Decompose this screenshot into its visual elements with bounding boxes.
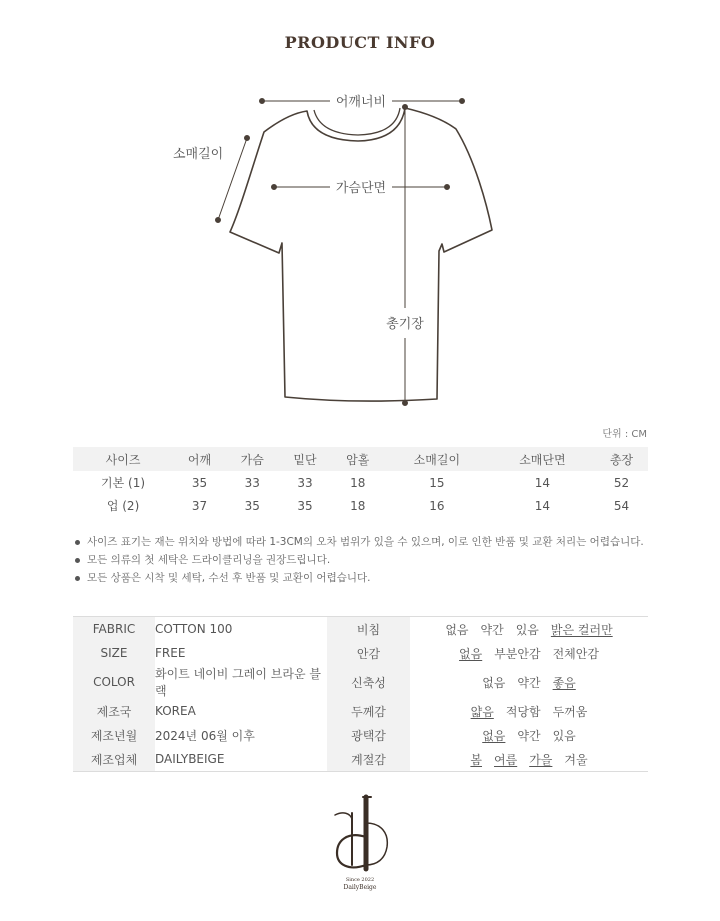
dailybeige-logo — [323, 793, 397, 893]
size-cell: 15 — [429, 475, 445, 490]
table-row — [73, 617, 648, 642]
size-cell: 18 — [350, 475, 366, 490]
size-cell: 16 — [429, 498, 445, 513]
option-selected: 없음 — [459, 646, 483, 661]
table-row — [73, 641, 648, 665]
option: 없음 — [445, 622, 469, 637]
property-options — [410, 665, 648, 699]
option: 부분안감 — [494, 646, 541, 661]
size-header-cell: 암홀 — [331, 447, 384, 471]
option-selected: 봄 — [470, 752, 483, 767]
fabric-label: SIZE — [73, 641, 155, 665]
size-cell: 35 — [191, 475, 208, 490]
size-cell: 업 (2) — [106, 499, 140, 513]
label-chest-width: 가슴단면 — [335, 181, 387, 196]
option: 있음 — [552, 728, 576, 743]
fabric-label: FABRIC — [73, 617, 155, 642]
option: 약간 — [480, 622, 504, 637]
fabric-label: 제조년월 — [73, 723, 155, 747]
option: 겨울 — [564, 752, 588, 767]
property-label: 두께감 — [327, 699, 410, 723]
table-row — [73, 494, 648, 517]
note-item: 모든 의류의 첫 세탁은 드라이클리닝을 권장드립니다. — [73, 551, 644, 569]
size-cell: 52 — [613, 475, 630, 490]
tshirt-outline — [230, 108, 492, 401]
fabric-value: 2024년 06월 이후 — [155, 728, 255, 743]
size-header-cell: 사이즈 — [73, 447, 173, 471]
page-title: PRODUCT INFO — [284, 33, 436, 52]
size-table — [73, 447, 648, 517]
option-selected: 얇음 — [470, 704, 494, 719]
property-options — [410, 747, 648, 772]
size-cell: 14 — [534, 498, 551, 513]
option: 약간 — [517, 728, 541, 743]
fabric-label: 제조업체 — [73, 747, 155, 772]
table-row — [73, 665, 648, 699]
tshirt-collar — [314, 108, 400, 135]
option-selected: 여름 — [494, 752, 518, 767]
label-shoulder-width: 어깨너비 — [335, 95, 387, 110]
size-header-cell: 어깨 — [173, 447, 226, 471]
property-label: 신축성 — [327, 665, 410, 699]
fabric-value: COTTON 100 — [155, 622, 233, 636]
size-cell: 35 — [244, 498, 260, 513]
fabric-value: FREE — [155, 646, 186, 660]
table-row — [73, 723, 648, 747]
option-selected: 가을 — [529, 752, 553, 767]
label-total-length: 총기장 — [386, 317, 424, 332]
option: 적당함 — [505, 704, 541, 719]
option: 두꺼움 — [552, 704, 588, 719]
option-selected: 좋음 — [552, 675, 576, 690]
property-options — [410, 641, 648, 665]
size-cell: 14 — [534, 475, 551, 490]
size-cell: 35 — [297, 498, 313, 513]
table-row — [73, 471, 648, 494]
size-table-header-row — [73, 447, 648, 471]
tshirt-measurement-diagram — [0, 0, 720, 420]
size-cell: 37 — [191, 498, 208, 513]
note-item: 사이즈 표기는 재는 위치와 방법에 따라 1-3CM의 오차 범위가 있을 수 있으며, 이로 인한 반품 및 교환 처리는 어렵습니다. — [73, 533, 644, 551]
option-selected: 없음 — [482, 728, 506, 743]
fabric-value: KOREA — [155, 704, 196, 718]
fabric-label: 제조국 — [73, 699, 155, 723]
size-cell: 18 — [350, 498, 366, 513]
size-header-cell: 가슴 — [226, 447, 279, 471]
option: 약간 — [517, 675, 541, 690]
size-cell: 33 — [244, 475, 260, 490]
table-row — [73, 747, 648, 772]
size-header-cell: 소매단면 — [490, 447, 596, 471]
fabric-info-table — [73, 616, 648, 772]
size-header-cell: 소매길이 — [384, 447, 490, 471]
logo-brand-text: DailyBeige — [343, 884, 377, 891]
unit-label: 단위 : CM — [602, 429, 647, 440]
option: 전체안감 — [552, 646, 599, 661]
label-sleeve-length: 소매길이 — [173, 147, 224, 162]
logo-since-text: Since 2022 — [345, 877, 375, 883]
property-label: 안감 — [327, 641, 410, 665]
option: 없음 — [482, 675, 506, 690]
size-cell: 기본 (1) — [101, 476, 146, 490]
option-selected: 밝은 컬러만 — [550, 622, 613, 637]
property-options — [410, 699, 648, 723]
property-options — [410, 723, 648, 747]
table-row — [73, 699, 648, 723]
property-options — [410, 617, 648, 642]
fabric-label: COLOR — [73, 665, 155, 699]
size-header-cell: 밑단 — [279, 447, 332, 471]
size-header-cell: 총장 — [595, 447, 648, 471]
size-cell: 54 — [613, 498, 630, 513]
size-cell: 33 — [297, 475, 313, 490]
property-label: 비침 — [327, 617, 410, 642]
fabric-value: 화이트 네이비 그레이 브라운 블랙 — [155, 667, 321, 698]
property-label: 계절감 — [327, 747, 410, 772]
property-label: 광택감 — [327, 723, 410, 747]
note-item: 모든 상품은 시착 및 세탁, 수선 후 반품 및 교환이 어렵습니다. — [73, 569, 644, 587]
fabric-value: DAILYBEIGE — [155, 752, 225, 766]
option: 있음 — [515, 622, 539, 637]
notes-list — [73, 533, 644, 587]
